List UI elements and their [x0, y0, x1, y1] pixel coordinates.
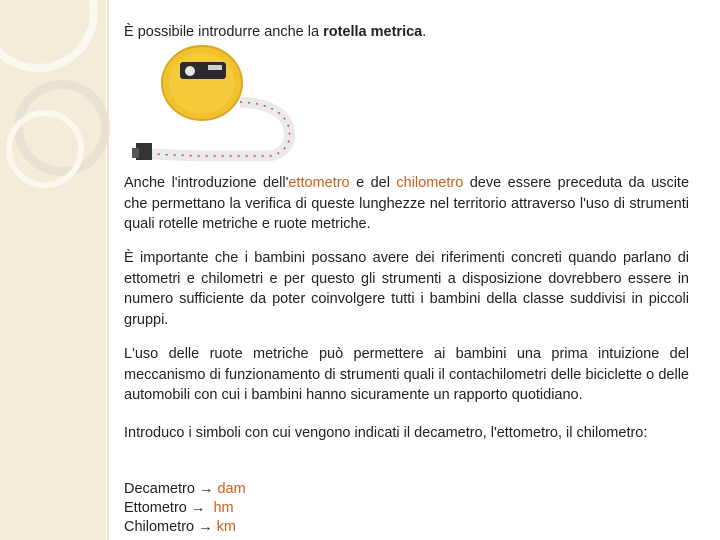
measuring-tape-icon: [130, 40, 300, 170]
decorative-side-panel: [0, 0, 106, 540]
paragraph-1-text-c: deve essere preceduta da uscite che permettano la verifica di queste lunghezze nel territorio attraverso l'uso di strumenti quali rotelle metriche e ruote metriche.: [124, 175, 690, 232]
unit-symbol: hm: [213, 500, 234, 516]
paragraph-2: È importante che i bambini possano avere dei riferimenti concreti quando parlano di ettometri e chilometri e per questo gli strumenti a disposizione dovrebbero essere in numero sufficiente da poter coinvolgere tutti i bambini della classe suddivisi in piccoli gruppi.: [124, 250, 689, 328]
unit-row-decametro: [124, 480, 524, 499]
decorative-divider: [107, 0, 109, 540]
paragraph-4: Introduco i simboli con cui vengono indicati il decametro, l'ettometro, il chilometro:: [124, 425, 648, 441]
arrow-icon: →: [198, 519, 213, 535]
arrow-icon: →: [190, 500, 206, 516]
unit-name: Decametro: [124, 481, 195, 497]
unit-name: Chilometro: [124, 519, 195, 535]
unit-symbol: dam: [217, 481, 246, 497]
keyword-chilometro: chilometro: [396, 175, 464, 191]
paragraph-3: L'uso delle ruote metriche può permettere ai bambini una prima intuizione del meccanismo di funzionamento di strumenti quali il contachilometri delle biciclette o delle automobili con cui i bambini hanno sicuramente un rapporto quotidiano.: [124, 346, 689, 403]
arrow-icon: →: [198, 481, 214, 497]
unit-row-ettometro: [124, 499, 524, 518]
paragraph-1-text-a: Anche l'introduzione dell': [124, 175, 289, 191]
intro-keyword: rotella metrica: [323, 24, 423, 40]
units-list: [124, 480, 524, 537]
unit-name: Ettometro: [124, 500, 187, 516]
decorative-ring-top: [0, 0, 98, 72]
unit-row-chilometro: [124, 518, 524, 537]
intro-period: .: [422, 24, 427, 40]
keyword-ettometro: ettometro: [288, 175, 350, 191]
unit-symbol: km: [216, 519, 237, 535]
intro-text: È possibile introdurre anche la: [124, 24, 324, 40]
decorative-ring-lower: [6, 110, 84, 188]
paragraph-1-text-b: e del: [349, 175, 397, 191]
paragraph-1: [124, 173, 689, 235]
